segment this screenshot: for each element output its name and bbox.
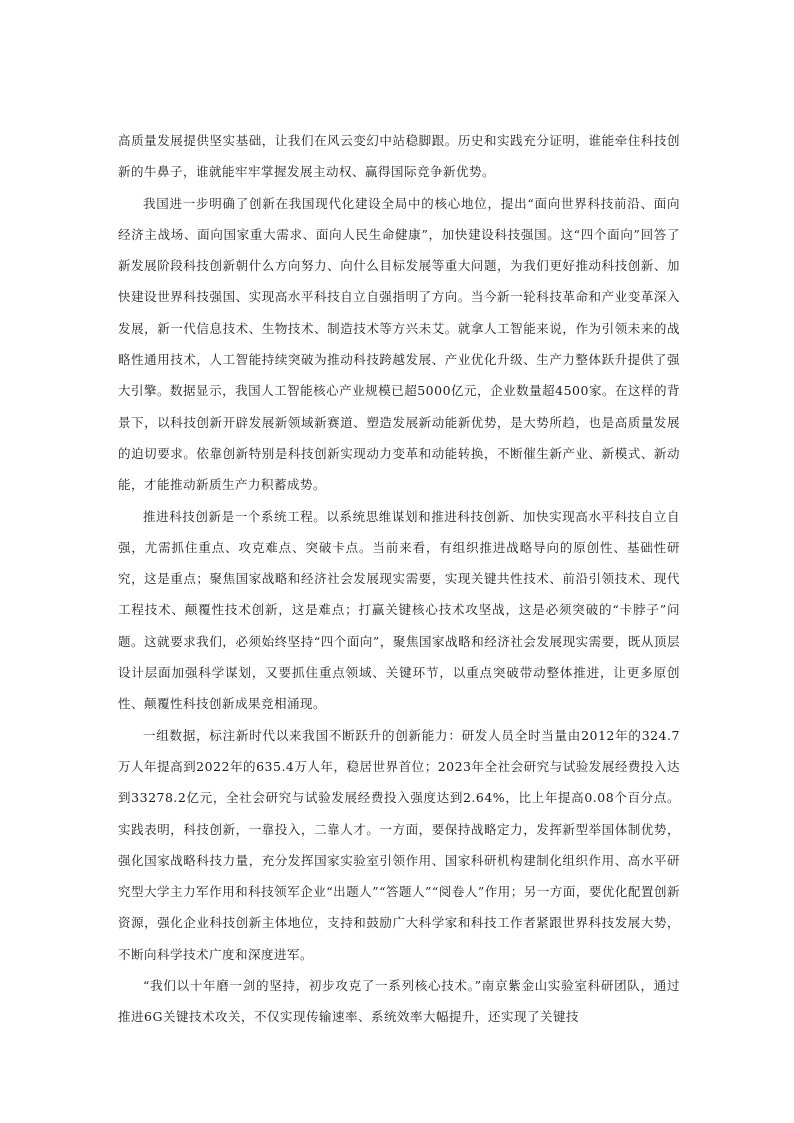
document-body xyxy=(118,125,680,1033)
paragraph-systematic-engineering: 推进科技创新是一个系统工程。以系统思维谋划和推进科技创新、加快实现高水平科技自立自强，尤需抓住重点、攻克难点、突破卡点。当前来看，有组织推进战略导向的原创性、基础性研究，这是重点；聚焦国家战略和经济社会发展现实需要，实现关键共性技术、前沿引领技术、现代工程技术、颠覆性技术创新，这是难点；打赢关键核心技术攻坚战，这是必须突破的“卡脖子”问题。这就要求我们，必须始终坚持“四个面向”，聚焦国家战略和经济社会发展现实需要，既从顶层设计层面加强科学谋划，又要抓住重点领域、关键环节，以重点突破带动整体推进，让更多原创性、颠覆性科技创新成果竞相涌现。 xyxy=(118,508,680,712)
paragraph-1-continuation: 高质量发展提供坚实基础，让我们在风云变幻中站稳脚跟。历史和实践充分证明，谁能牵住科技创新的牛鼻子，谁就能牢牢掌握发展主动权、赢得国际竞争新优势。 xyxy=(118,133,680,180)
paragraph-rd-data: 一组数据，标注新时代以来我国不断跃升的创新能力：研发人员全时当量由2012年的324.7万人年提高到2022年的635.4万人年，稳居世界首位；2023年全社会研究与试验发展经费投入达到33278.2亿元，全社会研究与试验发展经费投入强度达到2.64%，比上年提高0.08个百分点。实践表明，科技创新，一靠投入，二靠人才。一方面，要保持战略定力，发挥新型举国体制优势，强化国家战略科技力量，充分发挥国家实验室引领作用、国家科研机构建制化组织作用、高水平研究型大学主力军作用和科技领军企业“出题人”“答题人”“阅卷人”作用；另一方面，要优化配置创新资源，强化企业科技创新主体地位，支持和鼓励广大科学家和科技工作者紧跟世界科技发展大势，不断向科学技术广度和深度进军。 xyxy=(118,727,680,962)
paragraph-four-orientations: 我国进一步明确了创新在我国现代化建设全局中的核心地位，提出“面向世界科技前沿、面向经济主战场、面向国家重大需求、面向人民生命健康”，加快建设科技强国。这“四个面向”回答了新发展阶段科技创新朝什么方向努力、向什么目标发展等重大问题，为我们更好推动科技创新、加快建设世界科技强国、实现高水平科技自立自强指明了方向。当今新一轮科技革命和产业变革深入发展，新一代信息技术、生物技术、制造技术等方兴未艾。就拿人工智能来说，作为引领未来的战略性通用技术，人工智能持续突破为推动科技跨越发展、产业优化升级、生产力整体跃升提供了强大引擎。数据显示，我国人工智能核心产业规模已超5000亿元，企业数量超4500家。在这样的背景下，以科技创新开辟发展新领域新赛道、塑造发展新动能新优势，是大势所趋，也是高质量发展的迫切要求。依靠创新特别是科技创新实现动力变革和动能转换，不断催生新产业、新模式、新动能，才能推动新质生产力积蓄成势。 xyxy=(118,195,680,493)
paragraph-purple-mountain-lab: “我们以十年磨一剑的坚持，初步攻克了一系列核心技术。”南京紫金山实验室科研团队，通过推进6G关键技术攻关，不仅实现传输速率、系统效率大幅提升，还实现了关键技 xyxy=(118,978,680,1025)
